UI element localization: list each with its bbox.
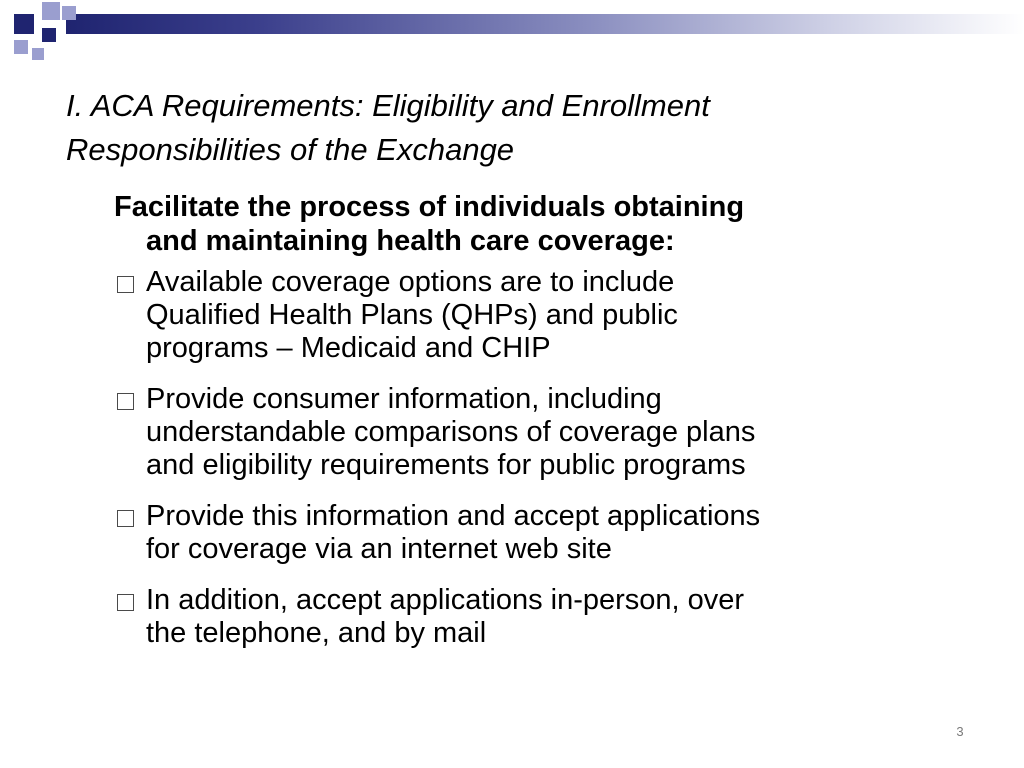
bullet-text	[146, 383, 954, 482]
slide-title-line-2: Responsibilities of the Exchange	[66, 132, 515, 167]
bullet-text	[146, 266, 954, 365]
hollow-square-bullet-icon	[117, 276, 134, 293]
lead-paragraph	[114, 190, 954, 258]
bullet-line: the telephone, and by mail	[146, 617, 487, 649]
header-square-5	[14, 40, 28, 54]
header-square-1	[14, 14, 34, 34]
bullet-line: In addition, accept applications in-person, over	[146, 584, 745, 616]
header-square-4	[42, 28, 56, 42]
bullet-item-consumer-information	[114, 383, 954, 482]
bullet-text	[146, 584, 954, 650]
bullet-line: Available coverage options are to include	[146, 266, 675, 298]
header-square-6	[32, 48, 44, 60]
header-square-3	[62, 6, 76, 20]
lead-line-2: and maintaining health care coverage:	[146, 225, 675, 257]
hollow-square-bullet-icon	[117, 594, 134, 611]
bullet-text	[146, 500, 954, 566]
bullet-line: programs – Medicaid and CHIP	[146, 332, 551, 364]
bullet-line: Provide this information and accept applications	[146, 500, 761, 532]
bullet-item-coverage-options	[114, 266, 954, 365]
bullet-line: for coverage via an internet web site	[146, 533, 612, 565]
bullet-line: and eligibility requirements for public programs	[146, 449, 746, 481]
header-gradient-bar	[66, 14, 1024, 34]
bullet-item-other-channels	[114, 584, 954, 650]
bullet-line: Qualified Health Plans (QHPs) and public	[146, 299, 678, 331]
lead-line-1: Facilitate the process of individuals obtaining	[114, 191, 745, 223]
slide-title-line-1: I. ACA Requirements: Eligibility and Enrollment	[66, 88, 710, 123]
bullet-line: understandable comparisons of coverage plans	[146, 416, 756, 448]
slide-title	[66, 84, 966, 172]
bullet-line: Provide consumer information, including	[146, 383, 662, 415]
slide-body	[114, 190, 954, 668]
bullet-list	[114, 266, 954, 650]
header-square-2	[42, 2, 60, 20]
page-number: 3	[956, 724, 964, 739]
hollow-square-bullet-icon	[117, 393, 134, 410]
hollow-square-bullet-icon	[117, 510, 134, 527]
bullet-item-web-site	[114, 500, 954, 566]
